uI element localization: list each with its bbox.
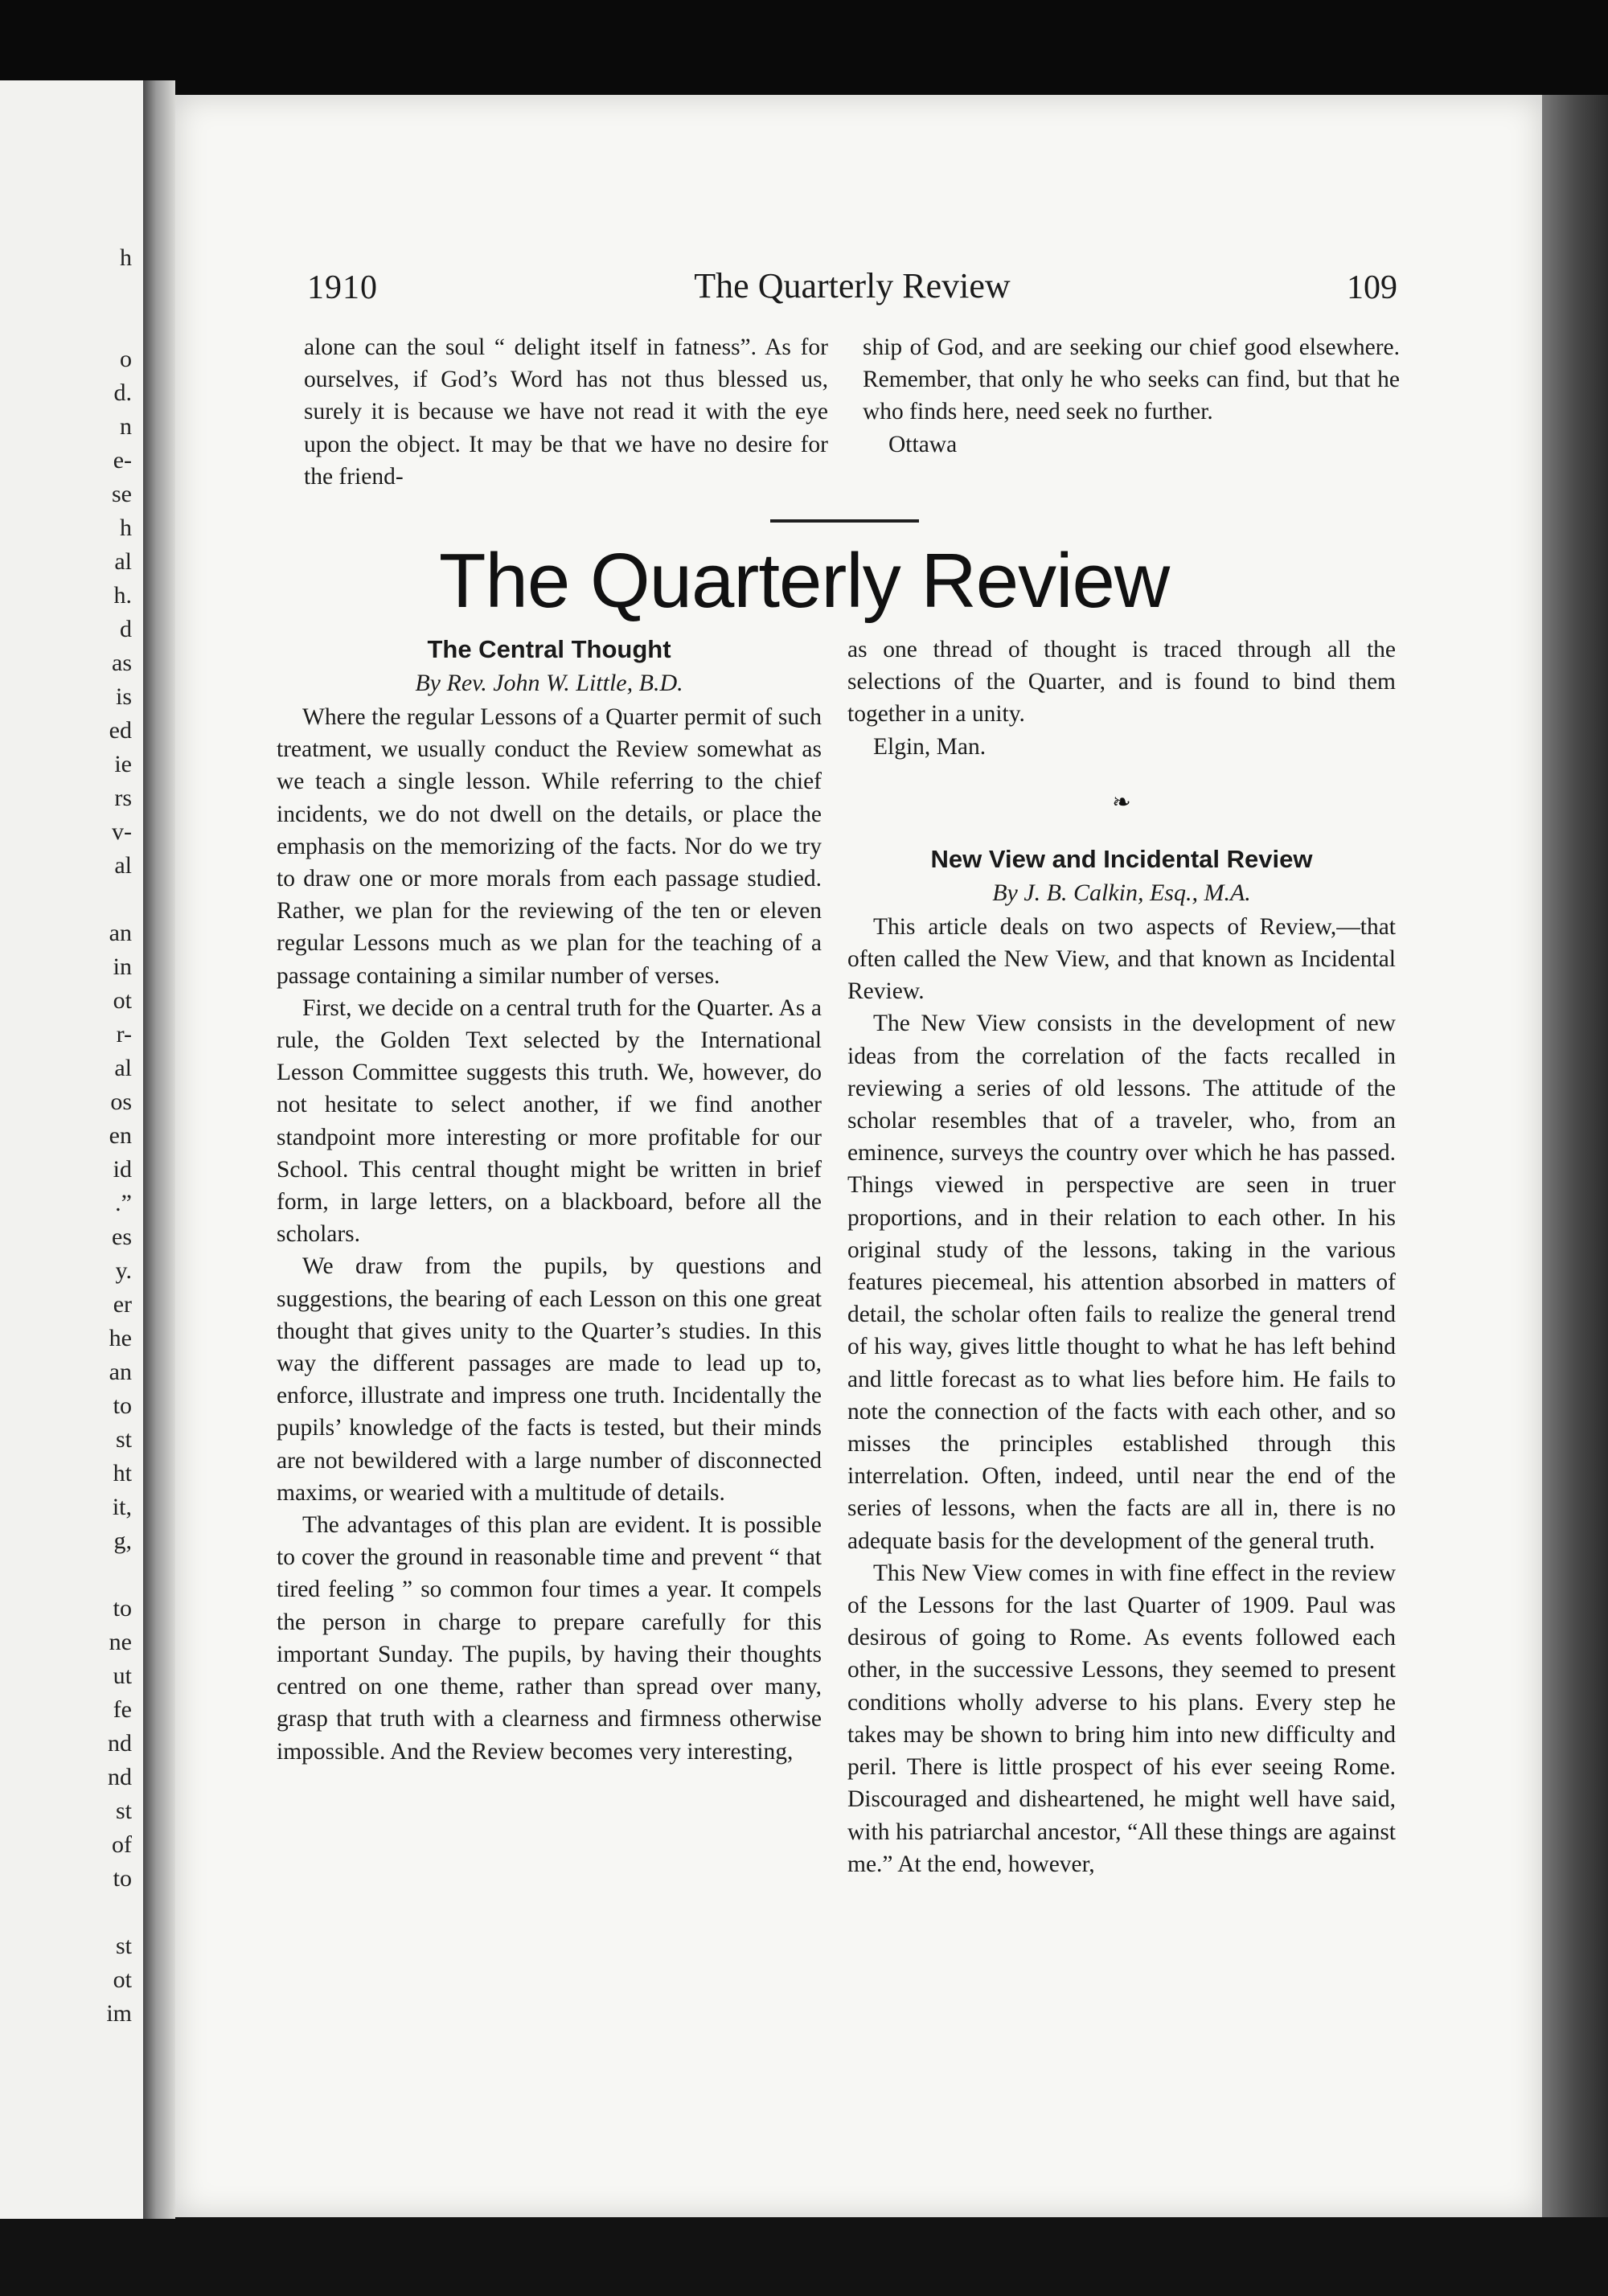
- facing-page-fragment: ot: [113, 1966, 132, 1993]
- fleuron-ornament: ❧: [1112, 789, 1131, 815]
- continued-column-left: [304, 331, 828, 493]
- book-gutter: [143, 80, 175, 2219]
- page-edge-shadow: [1542, 95, 1608, 2217]
- page-number: 109: [1347, 269, 1397, 306]
- facing-page-fragment: ne: [109, 1629, 132, 1655]
- facing-page-fragment: id: [113, 1156, 132, 1183]
- facing-page-fragment: [3, 1558, 132, 1592]
- scan-backdrop: [0, 0, 1608, 96]
- article1-paragraph: Where the regular Lessons of a Quarter permit of such treatment, we usually conduct the Review somewhat as we teach a single lesson. While referring to the chief incidents, we do not dwell on the details, or place the emphasis on the memorizing of the facts. Nor do we try to draw one or more morals from each passage studied. Rather, we plan for the reviewing of the ten or eleven regular Lessons much as we plan for the teaching of a passage containing a similar number of verses.: [277, 704, 822, 989]
- facing-page-fragment: to: [113, 1392, 132, 1419]
- running-header: [241, 178, 1463, 306]
- facing-page-fragment: n: [120, 413, 132, 440]
- facing-page-edge: [0, 80, 143, 2219]
- facing-page-fragment: st: [115, 1426, 132, 1453]
- continued-text-right: ship of God, and are seeking our chief good elsewhere. Remember, that only he who seeks can find, but that he who finds here, need seek no further.: [863, 334, 1400, 425]
- facing-page-fragment: g,: [113, 1527, 132, 1554]
- facing-page-fragment: it,: [112, 1494, 132, 1520]
- facing-page-fragment: to: [113, 1865, 132, 1892]
- facing-page-fragment: v-: [112, 818, 132, 845]
- facing-page-fragment: d.: [113, 379, 132, 406]
- section-title: The Quarterly Review: [438, 538, 1170, 624]
- facing-page-fragment: .”: [115, 1190, 132, 1216]
- facing-page-fragment: im: [106, 2000, 132, 2027]
- facing-page-fragment: nd: [108, 1764, 132, 1790]
- facing-page-fragment: en: [109, 1122, 132, 1149]
- article2-paragraph: This New View comes in with fine effect in the review of the Lessons for the last Quarter of 1909. Paul was desirous of going to Rome. As events followed each other, in the successive Lessons, they seemed to present conditions wholly adverse to his plans. Every step he takes may be shown to bring him into new difficulty and peril. There is little prospect of his ever seeing Rome. Discouraged and disheartened, he might well have said, with his patriarchal ancestor, “All these things are against me.” At the end, however,: [847, 1560, 1396, 1877]
- article2-heading: New View and Incidental Review: [930, 844, 1313, 873]
- facing-page-fragment: ht: [113, 1460, 132, 1486]
- facing-page-fragment: of: [112, 1831, 132, 1858]
- continued-text-left: alone can the soul “ delight itself in fatness”. As for ourselves, if God’s Word has not thus blessed us, surely it is because we have not read it with the eye upon the object. It may be that we have no desire for the friend-: [304, 334, 828, 490]
- facing-page-fragment: es: [112, 1224, 132, 1250]
- facing-page-fragment: to: [113, 1595, 132, 1622]
- facing-page-fragment: as: [112, 650, 132, 676]
- article1-heading: The Central Thought: [427, 635, 671, 663]
- article1-paragraph: First, we decide on a central truth for the Quarter. As a rule, the Golden Text selected by the International Lesson Committee suggests this truth. We, however, do not hesitate to select another, if we find another standpoint more interesting or more profitable for our School. This central thought might be written in brief form, in large letters, on a blackboard, before all the scholars.: [277, 994, 822, 1248]
- article1-paragraph: The advantages of this plan are evident. It is possible to cover the ground in reasonable time and prevent “ that tired feeling ” so common four times a year. It compels the person in charge to prepare carefully for this important Sunday. The pupils, by having their thoughts centred on one theme, rather than spread over many, grasp that truth with a clearness and firmness otherwise impossible. And the Review becomes very interesting,: [277, 1512, 822, 1765]
- facing-page-fragment: y.: [115, 1257, 132, 1284]
- article2-byline: By J. B. Calkin, Esq., M.A.: [992, 879, 1251, 906]
- facing-page-fragment: fe: [113, 1696, 132, 1723]
- facing-page-fragment: ot: [113, 987, 132, 1014]
- facing-page-fragment: o: [120, 346, 132, 372]
- facing-page-fragment: is: [115, 683, 132, 710]
- facing-page-fragment: al: [114, 852, 132, 879]
- facing-page-fragment: st: [115, 1798, 132, 1824]
- article1-continuation: as one thread of thought is traced through all the selections of the Quarter, and is found to bind them together in a unity.: [847, 637, 1396, 728]
- facing-page-fragment: os: [110, 1089, 132, 1115]
- facing-page-fragment: an: [109, 920, 132, 946]
- facing-page-fragment: e-: [113, 447, 132, 474]
- facing-page-fragment: ut: [113, 1663, 132, 1689]
- header-running-title: The Quarterly Review: [694, 266, 1011, 305]
- facing-page-text-fragments: [3, 241, 132, 2031]
- facing-page-fragment: [3, 309, 132, 342]
- section-divider: [770, 519, 919, 523]
- facing-page-fragment: [3, 275, 132, 309]
- facing-page-fragment: h.: [113, 582, 132, 609]
- facing-page-fragment: in: [113, 953, 132, 980]
- facing-page-fragment: [3, 883, 132, 916]
- article1-signoff: Elgin, Man.: [873, 733, 987, 760]
- facing-page-fragment: er: [113, 1291, 132, 1318]
- facing-page-fragment: [3, 1896, 132, 1929]
- facing-page-fragment: ed: [109, 717, 132, 744]
- continued-signoff: Ottawa: [888, 431, 958, 457]
- article2-paragraph: This article deals on two aspects of Review,—that often called the New View, and that known as Incidental Review.: [847, 913, 1396, 1005]
- article2-paragraph: The New View consists in the development of new ideas from the correlation of the facts recalled in reviewing a series of old lessons. The attitude of the scholar resembles that of a traveler, who, from an eminence, surveys the country over which he has passed. Things viewed in perspective are seen in truer proportions, and in their relation to each other. In his original study of the lessons, taking in the various features piecemeal, his attention absorbed in matters of detail, the scholar often fails to realize the general trend of his way, gives little thought to what he has left behind and little forecast as to what lies before him. He fails to note the connection of the facts with each other, and so misses the principles established through this interrelation. Often, indeed, until near the end of the series of lessons, when the facts are all in, there is no adequate basis for the development of the general truth.: [847, 1011, 1396, 1554]
- article-column-left: [277, 633, 822, 1768]
- facing-page-fragment: rs: [114, 785, 132, 811]
- header-year: 1910: [307, 269, 378, 306]
- facing-page-fragment: an: [109, 1359, 132, 1385]
- article-column-right: [847, 633, 1396, 1880]
- facing-page-fragment: h: [120, 515, 132, 541]
- facing-page-fragment: d: [120, 616, 132, 642]
- facing-page-fragment: al: [114, 1055, 132, 1081]
- article1-paragraph: We draw from the pupils, by questions and suggestions, the bearing of each Lesson on this one great thought that gives unity to the Quarter’s studies. In this way the different passages are made to lead up to, enforce, illustrate and impress one truth. Incidentally the pupils’ knowledge of the facts is tested, but their minds are not bewildered with a large number of disconnected maxims, or wearied with a multitude of details.: [277, 1253, 822, 1506]
- facing-page-fragment: r-: [116, 1021, 132, 1048]
- facing-page-fragment: se: [112, 481, 132, 507]
- facing-page-fragment: h: [120, 244, 132, 271]
- facing-page-fragment: he: [109, 1325, 132, 1351]
- continued-column-right: [863, 331, 1400, 461]
- facing-page-fragment: ie: [114, 751, 132, 777]
- facing-page-fragment: nd: [108, 1730, 132, 1757]
- facing-page-fragment: st: [115, 1933, 132, 1959]
- facing-page-fragment: al: [114, 548, 132, 575]
- article1-byline: By Rev. John W. Little, B.D.: [415, 670, 683, 696]
